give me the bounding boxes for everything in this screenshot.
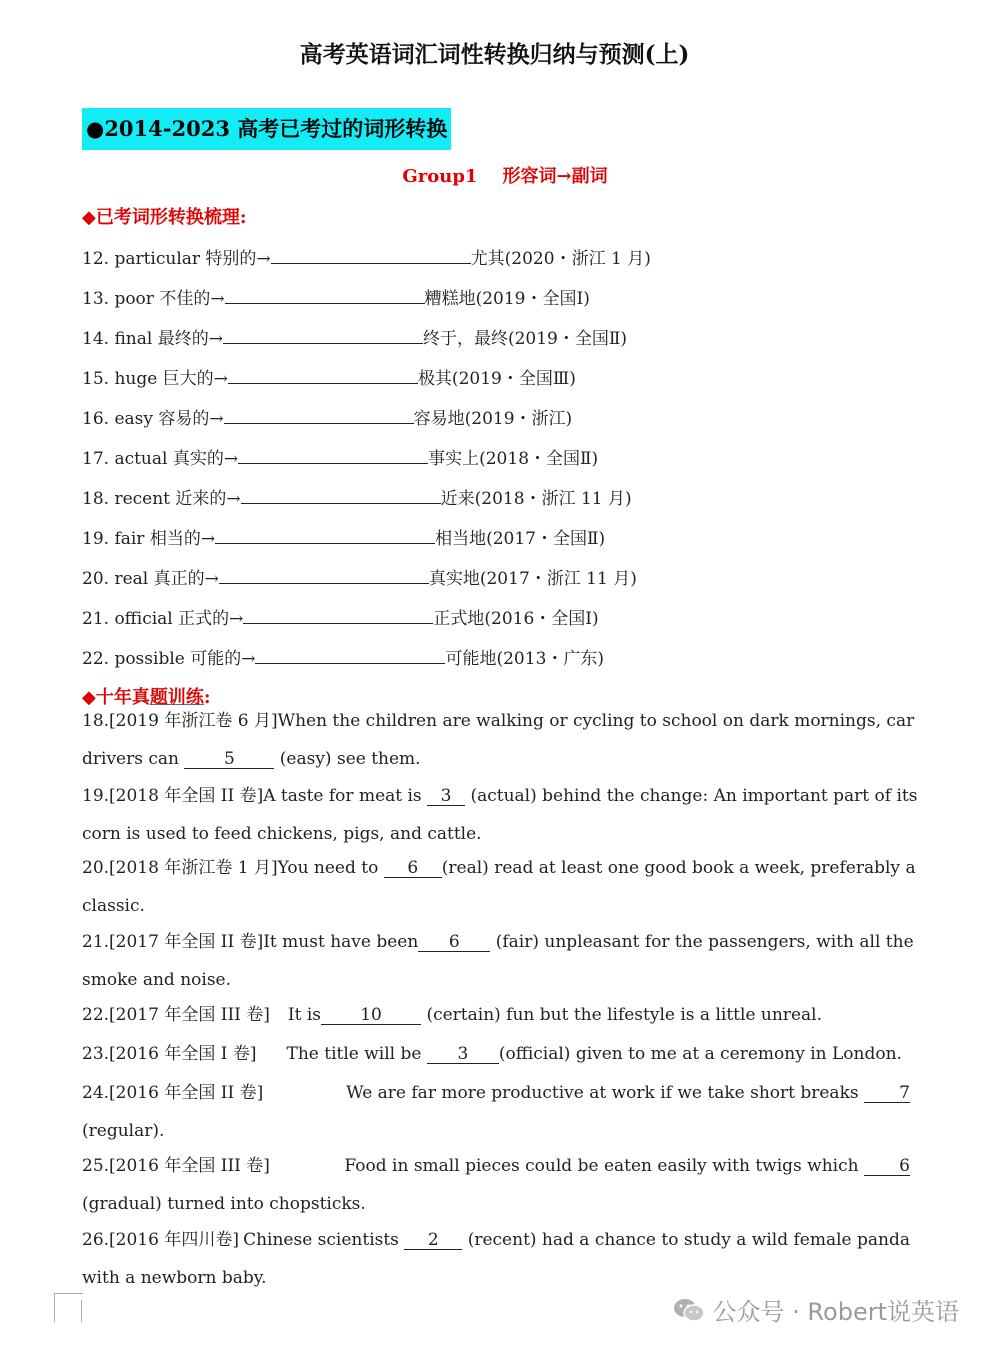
answer-blank[interactable]: 7 [864,1084,910,1103]
answer-blank[interactable] [223,327,423,344]
vocab-item: 22. possible 可能的→ 可能地(2013・广东) [82,649,605,669]
vocab-item: 20. real 真正的→ 真实地(2017・浙江 11 月) [82,569,637,589]
answer-blank[interactable]: 6 [864,1157,910,1176]
vocab-item: 17. actual 真实的→ 事实上(2018・全国Ⅱ) [82,449,599,469]
page-title: 高考英语词汇词性转换归纳与预测(上) [299,41,690,68]
answer-blank[interactable]: 3 [427,787,465,806]
answer-blank[interactable] [271,247,471,264]
exercise-item: 22.[2017 年全国 III 卷] It is 10 (certain) fun but the lifestyle is a little unreal. [82,1005,822,1025]
answer-blank[interactable] [219,567,429,584]
group-title: Group1 形容词→副词 [402,166,608,187]
answer-blank[interactable] [225,287,425,304]
answer-blank[interactable]: 6 [418,933,490,952]
heading-review: ◆已考词形转换梳理: [82,207,247,228]
answer-blank[interactable] [228,367,418,384]
vocab-item: 19. fair 相当的→ 相当地(2017・全国Ⅱ) [82,529,606,549]
vocab-item: 15. huge 巨大的→ 极其(2019・全国Ⅲ) [82,369,576,389]
vocab-item: 14. final 最终的→ 终于，最终(2019・全国Ⅱ) [82,329,628,349]
answer-blank[interactable]: 6 [384,859,442,878]
answer-blank[interactable] [238,447,428,464]
vocab-item: 18. recent 近来的→ 近来(2018・浙江 11 月) [82,489,632,509]
answer-blank[interactable]: 3 [427,1045,499,1064]
answer-blank[interactable]: 2 [404,1231,462,1250]
vocab-item: 16. easy 容易的→ 容易地(2019・浙江) [82,409,573,429]
answer-blank[interactable] [255,647,445,664]
answer-blank[interactable]: 5 [184,750,274,769]
exercise-item: 24.[2016 年全国 II 卷] We are far more productive at work if we take short breaks 7 (regular). [82,1083,910,1141]
watermark: 公众号 · Robert说英语 [673,1292,959,1327]
vocab-item: 13. poor 不佳的→ 糟糕地(2019・全国Ⅰ) [82,289,590,309]
exercise-item: 26.[2016 年四川卷] Chinese scientists 2 (recent) had a chance to study a wild female panda with a newborn baby. [82,1230,910,1288]
exercise-item: 18.[2019 年浙江卷 6 月] When the children are walking or cycling to school on dark mornings, car drivers can 5 (easy) see them. [82,711,915,769]
answer-blank[interactable] [241,487,441,504]
page-corner-mark [81,1300,82,1322]
exercise-item: 20.[2018 年浙江卷 1 月] You need to 6 (real) read at least one good book a week, preferably a classic. [82,858,916,916]
exercise-item: 25.[2016 年全国 III 卷] Food in small pieces could be eaten easily with twigs which 6 (gradual) turned into chopsticks. [82,1156,910,1214]
vocab-item: 21. official 正式的→ 正式地(2016・全国Ⅰ) [82,609,599,629]
exercise-item: 19.[2018 年全国 II 卷] A taste for meat is 3 (actual) behind the change: An important part of its corn is used to feed chickens, pigs, and cattle. [82,786,918,844]
vocab-item: 12. particular 特别的→ 尤其(2020・浙江 1 月) [82,249,651,269]
answer-blank[interactable]: 10 [321,1006,421,1025]
exercise-item: 23.[2016 年全国 I 卷] The title will be 3 (official) given to me at a ceremony in London. [82,1044,902,1064]
page-corner-mark [54,1293,83,1322]
answer-blank[interactable] [243,607,433,624]
answer-blank[interactable] [224,407,414,424]
exercise-item: 21.[2017 年全国 II 卷] It must have been 6 (fair) unpleasant for the passengers, with all the smoke and noise. [82,932,914,990]
wechat-icon [673,1297,705,1323]
heading-practice: ◆十年真题训练: [82,687,211,708]
section-banner: ●2014-2023 高考已考过的词形转换 [82,108,451,150]
answer-blank[interactable] [215,527,435,544]
